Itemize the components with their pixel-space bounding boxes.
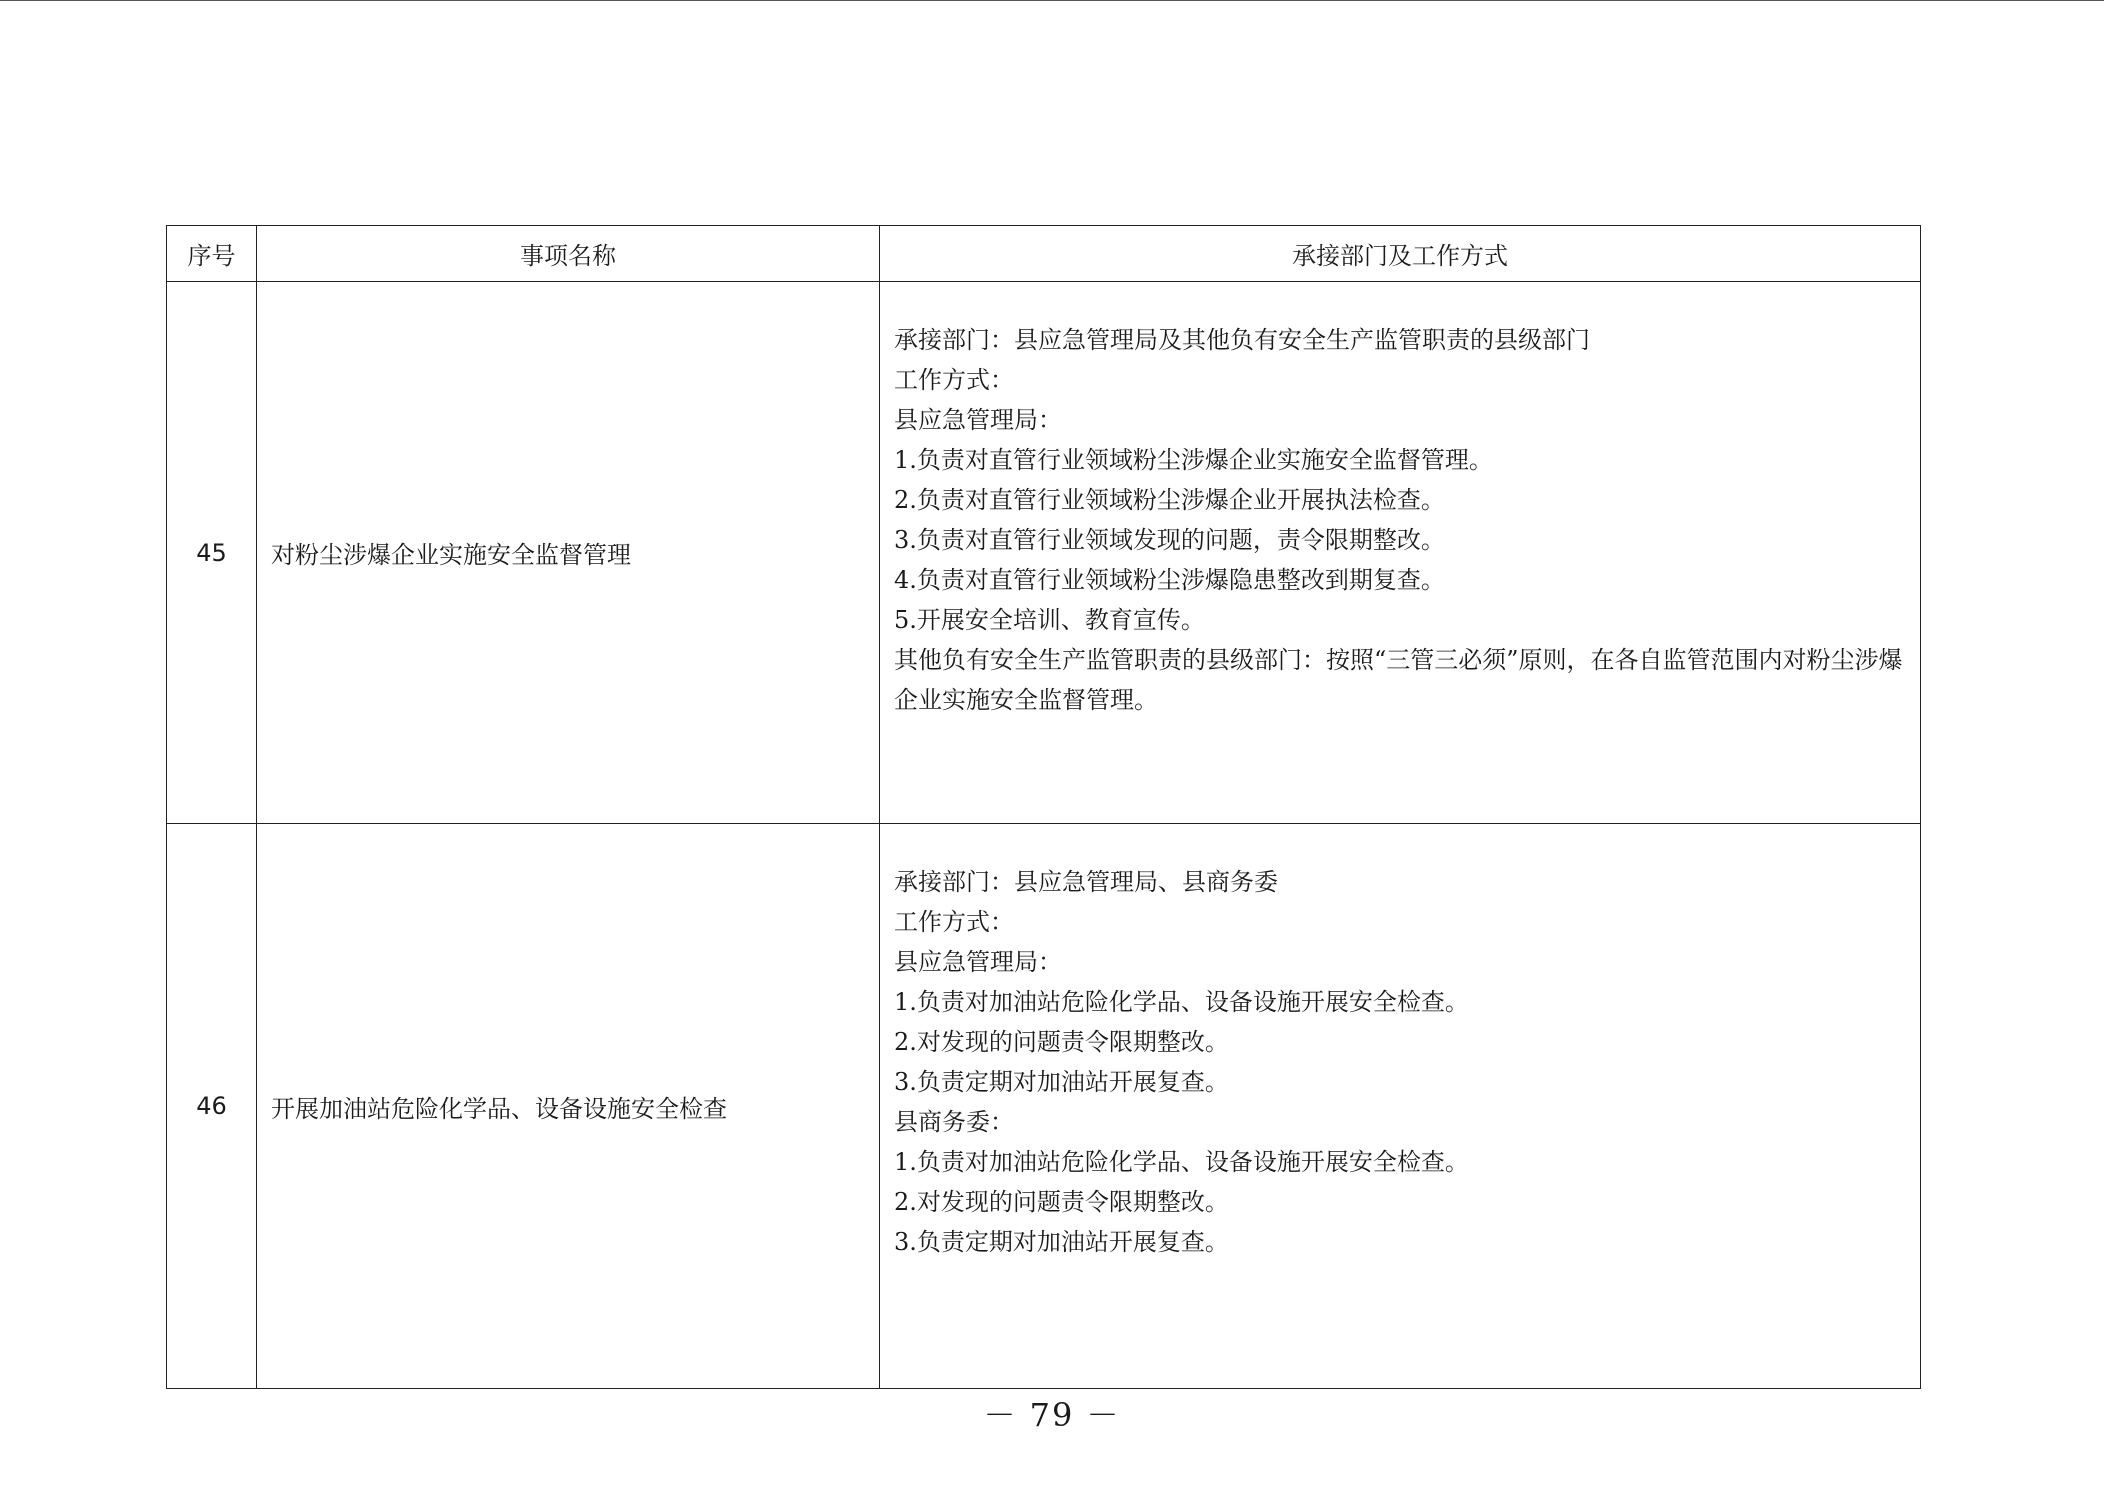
detail-line: 4.负责对直管行业领域粉尘涉爆隐患整改到期复查。 — [894, 566, 1445, 594]
row-item-name: 对粉尘涉爆企业实施安全监督管理 — [257, 282, 880, 824]
detail-line: 1.负责对直管行业领域粉尘涉爆企业实施安全监督管理。 — [894, 446, 1493, 474]
detail-line: 2.负责对直管行业领域粉尘涉爆企业开展执法检查。 — [894, 486, 1445, 514]
table-row — [167, 282, 1921, 824]
detail-line: 2.对发现的问题责令限期整改。 — [894, 1188, 1229, 1216]
detail-line: 1.负责对加油站危险化学品、设备设施开展安全检查。 — [894, 988, 1469, 1016]
row-department-details — [880, 824, 1921, 1389]
detail-line: 1.负责对加油站危险化学品、设备设施开展安全检查。 — [894, 1148, 1469, 1176]
top-border-line — [0, 0, 2104, 1]
detail-line: 工作方式： — [894, 366, 1014, 394]
detail-line: 3.负责对直管行业领域发现的问题，责令限期整改。 — [894, 526, 1445, 554]
header-item-name: 事项名称 — [257, 226, 880, 282]
detail-line: 承接部门：县应急管理局及其他负有安全生产监管职责的县级部门 — [894, 326, 1590, 354]
detail-line: 县商务委： — [894, 1108, 1014, 1136]
detail-line: 3.负责定期对加油站开展复查。 — [894, 1068, 1229, 1096]
table-header-row — [167, 226, 1921, 282]
header-department-and-method: 承接部门及工作方式 — [880, 226, 1921, 282]
header-serial-number: 序号 — [167, 226, 257, 282]
detail-line: 5.开展安全培训、教育宣传。 — [894, 606, 1205, 634]
responsibility-table — [166, 225, 1921, 1389]
row-item-name: 开展加油站危险化学品、设备设施安全检查 — [257, 824, 880, 1389]
detail-line: 3.负责定期对加油站开展复查。 — [894, 1228, 1229, 1256]
page-number: － 79 － — [983, 1396, 1121, 1434]
row-serial-number: 46 — [167, 824, 257, 1389]
detail-line: 县应急管理局： — [894, 406, 1062, 434]
row-department-details — [880, 282, 1921, 824]
detail-line: 2.对发现的问题责令限期整改。 — [894, 1028, 1229, 1056]
table-row — [167, 824, 1921, 1389]
detail-line: 县应急管理局： — [894, 948, 1062, 976]
detail-line: 承接部门：县应急管理局、县商务委 — [894, 868, 1278, 896]
detail-line: 工作方式： — [894, 908, 1014, 936]
row-serial-number: 45 — [167, 282, 257, 824]
detail-line: 其他负有安全生产监管职责的县级部门：按照“三管三必须”原则，在各自监管范围内对粉尘涉爆企业实施安全监督管理。 — [894, 646, 1903, 714]
